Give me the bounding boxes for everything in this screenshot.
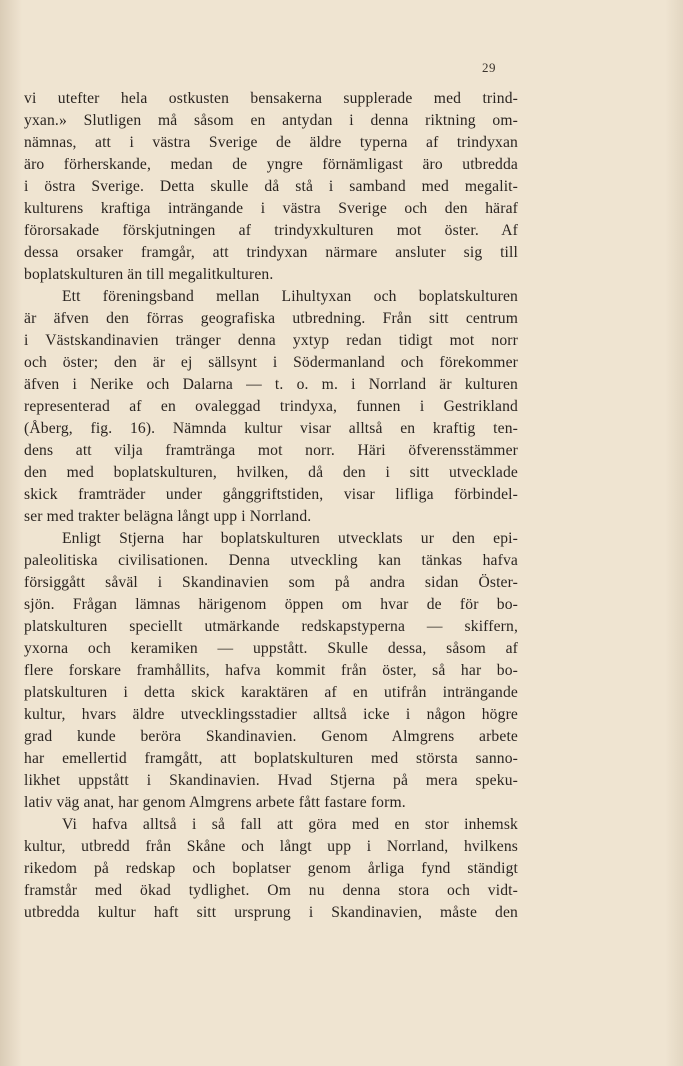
- text-line: i Västskandinavien tränger denna yxtyp redan tidigt mot norr: [24, 332, 518, 349]
- text-line: är äfven den förras geografiska utbredning. Från sitt centrum: [24, 310, 518, 327]
- text-line: och öster; den är ej sällsynt i Södermanland och förekommer: [24, 354, 518, 371]
- text-line: utbredda kultur haft sitt ursprung i Skandinavien, måste den: [24, 904, 518, 921]
- text-line: förorsakade förskjutningen af trindyxkulturen mot öster. Af: [24, 222, 518, 239]
- text-line: vi utefter hela ostkusten bensakerna supplerade med trind-: [24, 90, 518, 107]
- text-line: dens att vilja framtränga mot norr. Häri öfverensstämmer: [24, 442, 518, 459]
- text-line: kultur, hvars äldre utvecklingsstadier alltså icke i någon högre: [24, 706, 518, 723]
- text-line: boplatskulturen än till megalitkulturen.: [24, 266, 274, 283]
- text-line: rikedom på redskap och boplatser genom årliga fynd ständigt: [24, 860, 518, 877]
- text-line: nämnas, att i västra Sverige de äldre typerna af trindyxan: [24, 134, 518, 151]
- text-line: dessa orsaker framgår, att trindyxan närmare ansluter sig till: [24, 244, 518, 261]
- text-line: likhet uppstått i Skandinavien. Hvad Stjerna på mera speku-: [24, 772, 518, 789]
- paragraph-start-line: Vi hafva alltså i så fall att göra med en stor inhemsk: [62, 816, 518, 833]
- text-line: grad kunde beröra Skandinavien. Genom Almgrens arbete: [24, 728, 518, 745]
- body-text: [24, 88, 518, 924]
- text-line: platskulturen speciellt utmärkande redskapstyperna — skiffern,: [24, 618, 518, 635]
- text-line: framstår med ökad tydlighet. Om nu denna stora och vidt-: [24, 882, 518, 899]
- text-line: den med boplatskulturen, hvilken, då den i sitt utvecklade: [24, 464, 518, 481]
- text-line: yxan.» Slutligen må såsom en antydan i denna riktning om-: [24, 112, 518, 129]
- text-line: lativ väg anat, har genom Almgrens arbete fått fastare form.: [24, 794, 406, 811]
- text-line: äfven i Nerike och Dalarna — t. o. m. i Norrland är kulturen: [24, 376, 518, 393]
- text-line: äro förherskande, medan de yngre förnämligast äro utbredda: [24, 156, 518, 173]
- text-line: skick framträder under gånggriftstiden, visar lifliga förbindel-: [24, 486, 518, 503]
- page-number: 29: [482, 60, 496, 75]
- text-line: yxorna och keramiken — uppstått. Skulle dessa, såsom af: [24, 640, 518, 657]
- text-line: har emellertid framgått, att boplatskulturen med största sanno-: [24, 750, 518, 767]
- text-line: flere forskare framhållits, hafva kommit från öster, så har bo-: [24, 662, 518, 679]
- text-line: (Åberg, fig. 16). Nämnda kultur visar alltså en kraftig ten-: [24, 420, 518, 437]
- text-line: platskulturen i detta skick karaktären af en utifrån inträngande: [24, 684, 518, 701]
- text-line: kulturens kraftiga inträngande i västra Sverige och den häraf: [24, 200, 518, 217]
- text-line: kultur, utbredd från Skåne och långt upp i Norrland, hvilkens: [24, 838, 518, 855]
- text-line: försiggått såväl i Skandinavien som på andra sidan Öster-: [24, 574, 518, 591]
- paragraph-start-line: Enligt Stjerna har boplatskulturen utvecklats ur den epi-: [62, 530, 518, 547]
- text-line: paleolitiska civilisationen. Denna utveckling kan tänkas hafva: [24, 552, 518, 569]
- paragraph-start-line: Ett föreningsband mellan Lihultyxan och boplatskulturen: [62, 288, 518, 305]
- text-line: representerad af en ovaleggad trindyxa, funnen i Gestrikland: [24, 398, 518, 415]
- text-line: i östra Sverige. Detta skulle då stå i samband med megalit-: [24, 178, 518, 195]
- text-line: ser med trakter belägna långt upp i Norrland.: [24, 508, 312, 525]
- text-line: sjön. Frågan lämnas härigenom öppen om hvar de för bo-: [24, 596, 518, 613]
